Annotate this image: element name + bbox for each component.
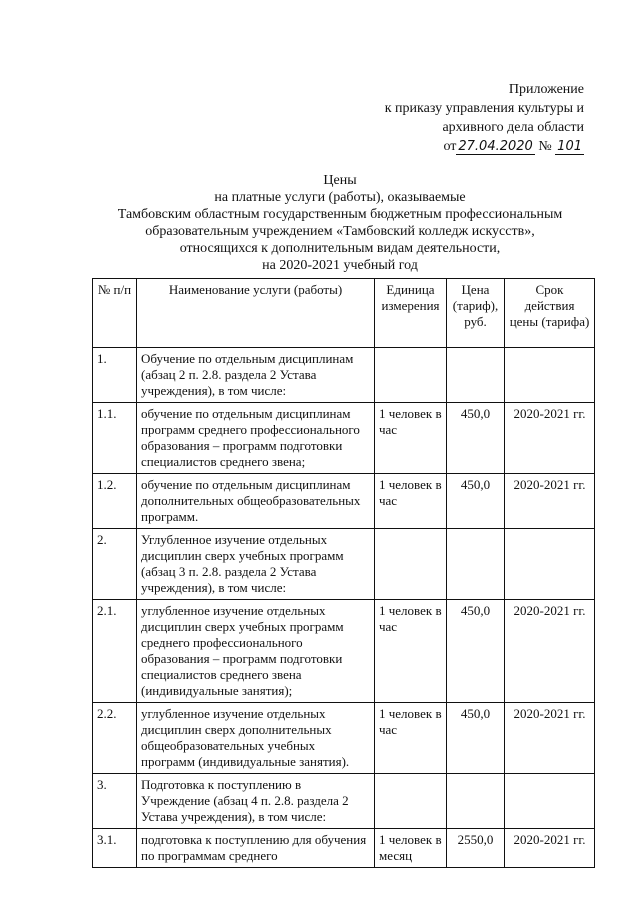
- cell-unit: 1 человек в месяц: [375, 829, 447, 868]
- appendix-department: архивного дела области: [442, 120, 584, 135]
- cell-price: 450,0: [447, 600, 505, 703]
- table-row: [93, 600, 595, 703]
- cell-unit: [375, 774, 447, 829]
- date-prefix: от: [443, 139, 457, 154]
- cell-term: 2020-2021 гг.: [505, 600, 595, 703]
- cell-service-name: подготовка к поступлению для обучения по программам среднего: [137, 829, 375, 868]
- table-row: [93, 774, 595, 829]
- cell-service-name: Подготовка к поступлению в Учреждение (абзац 4 п. 2.8. раздела 2 Устава учреждения), в том числе:: [137, 774, 375, 829]
- table-row: [93, 403, 595, 474]
- cell-unit: [375, 529, 447, 600]
- appendix-label: Приложение: [508, 82, 584, 97]
- cell-unit: 1 человек в час: [375, 403, 447, 474]
- cell-term: [505, 774, 595, 829]
- cell-term: [505, 348, 595, 403]
- cell-num: 3.1.: [93, 829, 137, 868]
- cell-price: 450,0: [447, 474, 505, 529]
- prices-table: [92, 278, 595, 868]
- header-name: Наименование услуги (работы): [137, 279, 375, 348]
- cell-num: 3.: [93, 774, 137, 829]
- cell-num: 1.: [93, 348, 137, 403]
- cell-price: 450,0: [447, 703, 505, 774]
- cell-price: [447, 348, 505, 403]
- header-num: № п/п: [93, 279, 137, 348]
- table-header-row: [93, 279, 595, 348]
- table-row: [93, 703, 595, 774]
- table-row: [93, 474, 595, 529]
- cell-term: 2020-2021 гг.: [505, 403, 595, 474]
- appendix-date-number: [385, 137, 584, 156]
- cell-unit: 1 человек в час: [375, 703, 447, 774]
- header-term: Срок действия цены (тарифа): [505, 279, 595, 348]
- cell-service-name: Обучение по отдельным дисциплинам (абзац 2 п. 2.8. раздела 2 Устава учреждения), в том числе:: [137, 348, 375, 403]
- cell-service-name: обучение по отдельным дисциплинам программ среднего профессионального образования – программ подготовки специалистов среднего звена;: [137, 403, 375, 474]
- cell-num: 2.: [93, 529, 137, 600]
- cell-service-name: углубленное изучение отдельных дисциплин сверх учебных программ среднего профессионального образования – программ подготовки специалистов среднего звена (индивидуальные занятия);: [137, 600, 375, 703]
- cell-num: 1.1.: [93, 403, 137, 474]
- title-line-3: Тамбовским областным государственным бюджетным профессиональным: [117, 207, 563, 222]
- document-title: [100, 172, 580, 274]
- cell-term: 2020-2021 гг.: [505, 703, 595, 774]
- table-row: [93, 529, 595, 600]
- appendix-order-ref: к приказу управления культуры и: [384, 101, 584, 116]
- title-line-5: относящихся к дополнительным видам деятельности,: [179, 241, 501, 256]
- handwritten-date: 27.04.2020: [458, 139, 533, 154]
- cell-term: [505, 529, 595, 600]
- title-line-1: Цены: [323, 173, 357, 188]
- title-line-4: образовательным учреждением «Тамбовский колледж искусств»,: [145, 224, 535, 239]
- cell-term: 2020-2021 гг.: [505, 829, 595, 868]
- cell-price: 450,0: [447, 403, 505, 474]
- table-row: [93, 829, 595, 868]
- cell-price: [447, 774, 505, 829]
- cell-unit: 1 человек в час: [375, 474, 447, 529]
- cell-num: 2.1.: [93, 600, 137, 703]
- cell-num: 1.2.: [93, 474, 137, 529]
- appendix-header: [385, 80, 584, 156]
- handwritten-number: 101: [557, 139, 582, 154]
- cell-price: [447, 529, 505, 600]
- cell-price: 2550,0: [447, 829, 505, 868]
- cell-unit: [375, 348, 447, 403]
- cell-num: 2.2.: [93, 703, 137, 774]
- cell-term: 2020-2021 гг.: [505, 474, 595, 529]
- cell-service-name: Углубленное изучение отдельных дисциплин сверх учебных программ (абзац 3 п. 2.8. раздела 2 Устава учреждения), в том числе:: [137, 529, 375, 600]
- header-price: Цена (тариф), руб.: [447, 279, 505, 348]
- title-line-6: на 2020-2021 учебный год: [262, 258, 418, 273]
- header-unit: Единица измерения: [375, 279, 447, 348]
- number-label: №: [538, 139, 552, 154]
- cell-unit: 1 человек в час: [375, 600, 447, 703]
- cell-service-name: обучение по отдельным дисциплинам дополнительных общеобразовательных программ.: [137, 474, 375, 529]
- table-body: [93, 348, 595, 868]
- title-line-2: на платные услуги (работы), оказываемые: [214, 190, 466, 205]
- table-row: [93, 348, 595, 403]
- cell-service-name: углубленное изучение отдельных дисциплин сверх дополнительных общеобразовательных учебных программ (индивидуальные занятия).: [137, 703, 375, 774]
